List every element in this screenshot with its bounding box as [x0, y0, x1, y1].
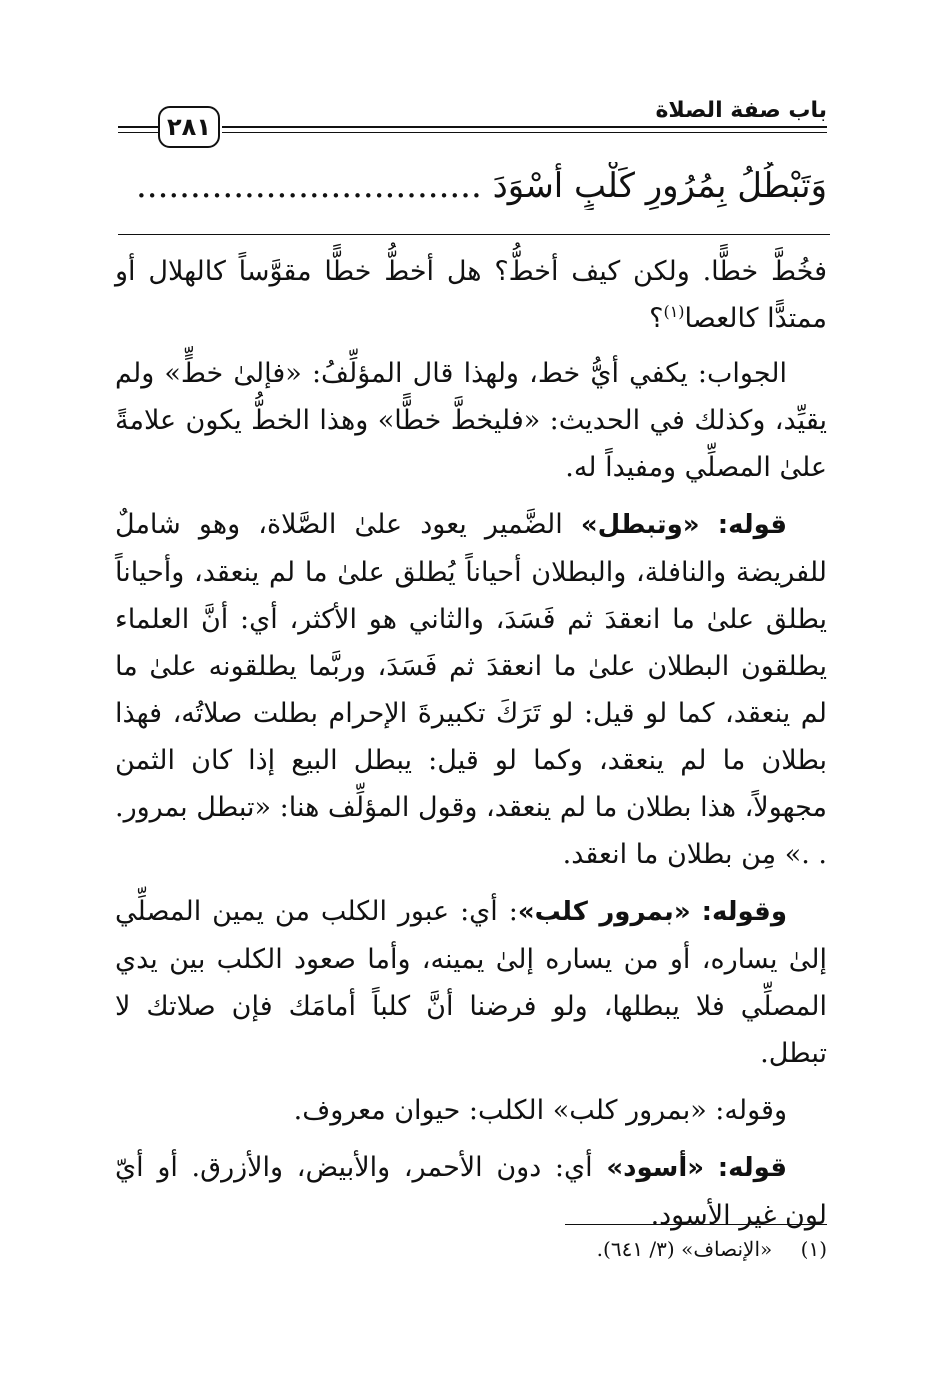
paragraph-4: وقوله: «بمرور كلب»: أي: عبور الكلب من يمين المصلِّي إلىٰ يساره، أو من يساره إلىٰ يمينه، وأما صعود الكلب بين يدي المصلِّي فلا يبطلها، ولو فرضنا أنَّ كلباً أمامَك فإن صلاتك لا تبطل. — [115, 896, 827, 1069]
footnote-number: (١) — [800, 1237, 827, 1261]
footnote-reference[interactable]: (١) — [663, 302, 685, 321]
paragraph-label: قوله: — [717, 510, 787, 540]
paragraph-1: فخُطَّ خطًّا. ولكن كيف أخطُّ؟ هل أخطُّ خطًّا مقوَّساً كالهلال أو ممتدًّا كالعصا$^{(١)}$؟ — [115, 256, 827, 334]
paragraph-keyword: «وتبطل» — [580, 510, 700, 540]
header-rule-left-thin — [118, 132, 158, 133]
paragraph-label: وقوله: — [701, 897, 787, 927]
matn-dots: ................................ — [135, 166, 482, 206]
paragraph-5: وقوله: «بمرور كلب» الكلب: حيوان معروف. — [293, 1095, 787, 1126]
header-rule-right — [222, 126, 827, 128]
paragraph-label: قوله: — [717, 1153, 787, 1183]
paragraph-6: قوله: «أسود» أي: دون الأحمر، والأبيض، والأزرق. أو أيّ لون غير الأسود. — [115, 1152, 827, 1231]
header-rule-right-thin — [222, 132, 827, 133]
matn-text: وَتَبْطُلُ بِمُرُورِ كَلْبٍ أَسْوَدَ — [492, 166, 827, 206]
paragraph-keyword: «أسود» — [606, 1153, 705, 1183]
commentary-body — [115, 248, 827, 1249]
paragraph-3: قوله: «وتبطل» الضَّمير يعود علىٰ الصَّلاة، وهو شاملٌ للفريضة والنافلة، والبطلان أحياناً يُطلق علىٰ ما لم ينعقد، وأحياناً يطلق علىٰ ما انعقدَ ثم فَسَدَ، والثاني هو الأكثر، أي: أنَّ العلماء يطلقون البطلان علىٰ ما انعقدَ ثم فَسَدَ، وربَّما يطلقونه علىٰ ما لم ينعقد، كما لو قيل: لو تَرَكَ تكبيرةَ الإحرام بطلت صلاتُه، فهذا بطلان ما لم ينعقد، وكما لو قيل: يبطل البيع إذا كان الثمن مجهولاً، هذا بطلان ما لم ينعقد، وقول المؤلِّف هنا: «تبطل بمرور. . .» مِن بطلان ما انعقد. — [115, 509, 827, 870]
footnote-divider — [565, 1224, 827, 1225]
paragraph-2: الجواب: يكفي أيُّ خط، ولهذا قال المؤلِّفُ: «فإلىٰ خطٍّ» ولم يقيِّد، وكذلك في الحديث: «فليخطَّ خطًّا» وهذا الخطُّ يكون علامةً علىٰ المصلِّي ومفيداً له. — [115, 358, 827, 483]
paragraph-keyword: «بمرور كلب» — [517, 897, 691, 927]
matn-divider — [118, 234, 830, 235]
footnote — [115, 1234, 827, 1264]
footnote-text: «الإنصاف» (٣/ ٦٤١). — [596, 1237, 773, 1261]
chapter-title: باب صفة الصلاة — [655, 98, 827, 123]
header-rule-left — [118, 126, 158, 128]
page-number: ٢٨١ — [158, 106, 220, 148]
matn-line — [112, 162, 827, 210]
